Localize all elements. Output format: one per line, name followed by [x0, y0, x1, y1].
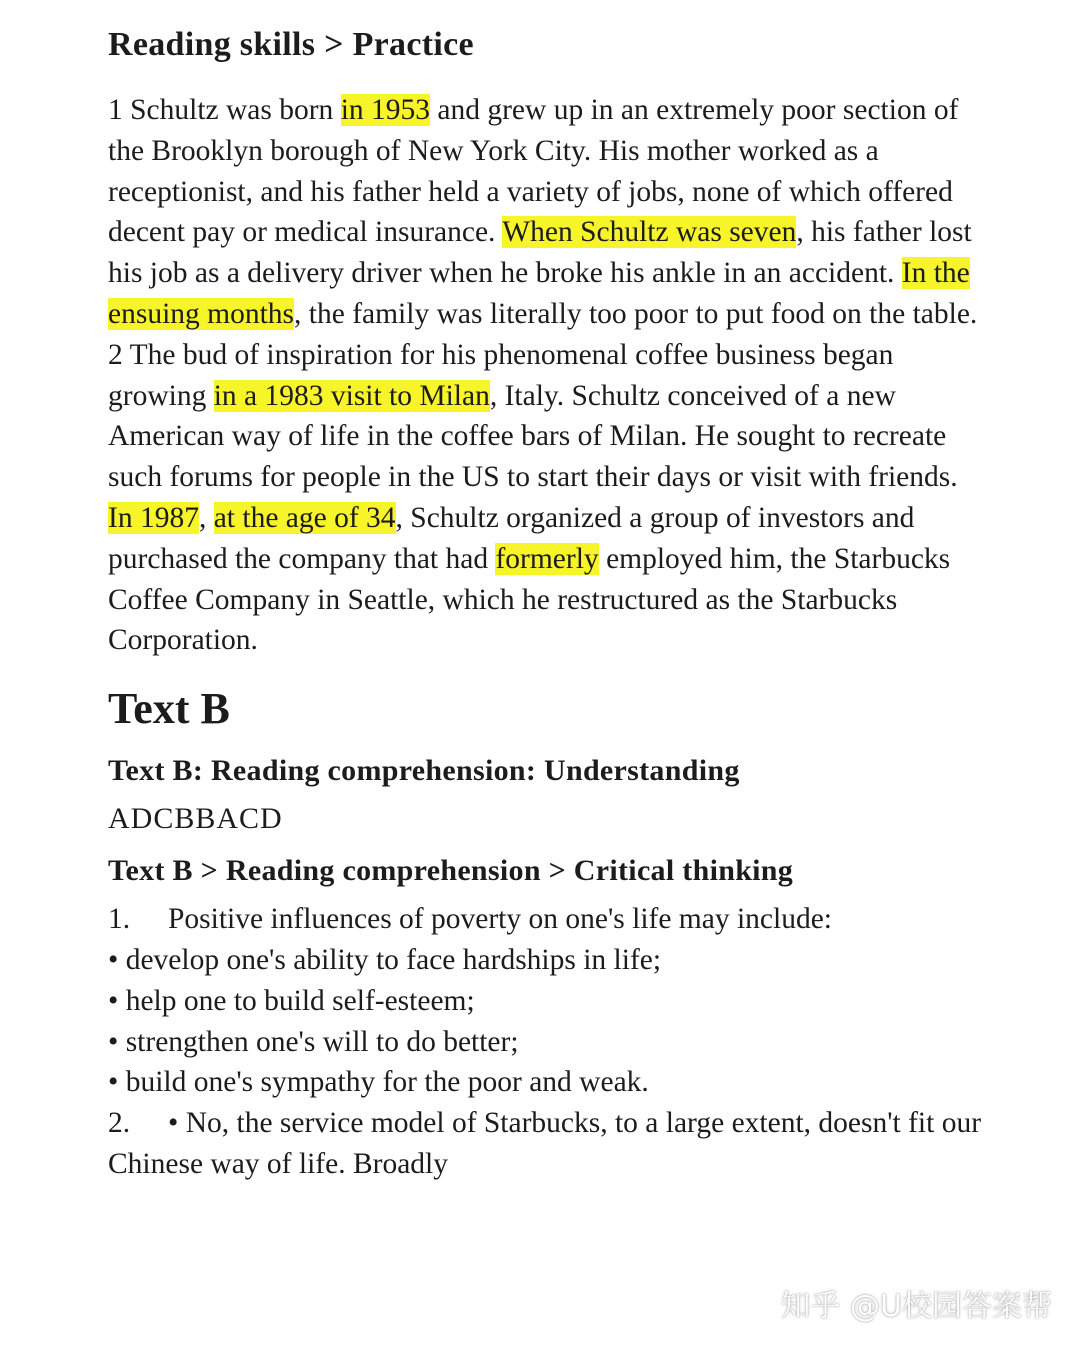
- document-page: [108, 20, 988, 1185]
- text-run: , the family was literally too poor to put food on the table.: [294, 297, 978, 330]
- heading-understanding: Text B: Reading comprehension: Understanding: [108, 754, 740, 788]
- text-run: ,: [198, 501, 214, 534]
- item-text: Positive influences of poverty on one's life may include:: [168, 903, 832, 936]
- text-run: , Schultz organized a group of investors and purchased the company that had: [108, 501, 915, 575]
- item-number: 2.: [108, 1107, 131, 1140]
- highlight-when-schultz-was-seven: When Schultz was seven: [502, 216, 797, 249]
- bullet-item: • help one to build self-esteem;: [108, 984, 475, 1017]
- text-run: 1 Schultz was born: [108, 94, 341, 126]
- paragraph-1: [108, 90, 988, 335]
- highlight-at-the-age-of-34: at the age of 34: [213, 501, 396, 534]
- answer-key: ADCBBACD: [108, 802, 283, 836]
- text-run: 2 The bud of inspiration for his phenomenal coffee business began growing: [108, 338, 894, 412]
- bullet-item: • build one's sympathy for the poor and weak.: [108, 1066, 649, 1099]
- text-run: employed him, the Starbucks Coffee Company in Seattle, which he restructured as the Starbucks Corporation.: [108, 542, 951, 657]
- item-number: 1.: [108, 903, 131, 936]
- bullet-item: • develop one's ability to face hardships in life;: [108, 943, 662, 976]
- bullet-item: • strengthen one's will to do better;: [108, 1025, 519, 1058]
- highlight-in-1953: in 1953: [340, 94, 431, 126]
- watermark: 知乎 @U校园答案帮: [780, 1289, 1052, 1324]
- heading-text-b: Text B: [108, 684, 230, 734]
- highlight-in-the-ensuing-months: In the ensuing months: [108, 257, 970, 330]
- highlight-formerly: formerly: [495, 542, 599, 575]
- text-run: , his father lost his job as a delivery driver when he broke his ankle in an accident.: [108, 216, 972, 290]
- text-run: , Italy. Schultz conceived of a new American way of life in the coffee bars of Milan. He sought to recreate such forums for people in the US to start their days or visit with friends.: [108, 379, 958, 494]
- highlight-1983-visit-to-milan: in a 1983 visit to Milan: [213, 379, 490, 412]
- list-item: [108, 899, 988, 940]
- paragraph-2: [108, 335, 988, 661]
- item-text: • No, the service model of Starbucks, to a large extent, doesn't fit our Chinese way of life. Broadly: [108, 1107, 982, 1180]
- text-run: and grew up in an extremely poor section of the Brooklyn borough of New York City. His mother worked as a receptionist, and his father held a variety of jobs, none of which offered decent pay or medical insurance.: [108, 94, 959, 249]
- heading-critical-thinking: Text B > Reading comprehension > Critical thinking: [108, 854, 794, 888]
- heading-reading-skills-practice: Reading skills > Practice: [108, 26, 474, 63]
- list-item: [108, 1103, 988, 1185]
- highlight-in-1987: In 1987: [108, 501, 199, 534]
- critical-thinking-list: [108, 899, 988, 1185]
